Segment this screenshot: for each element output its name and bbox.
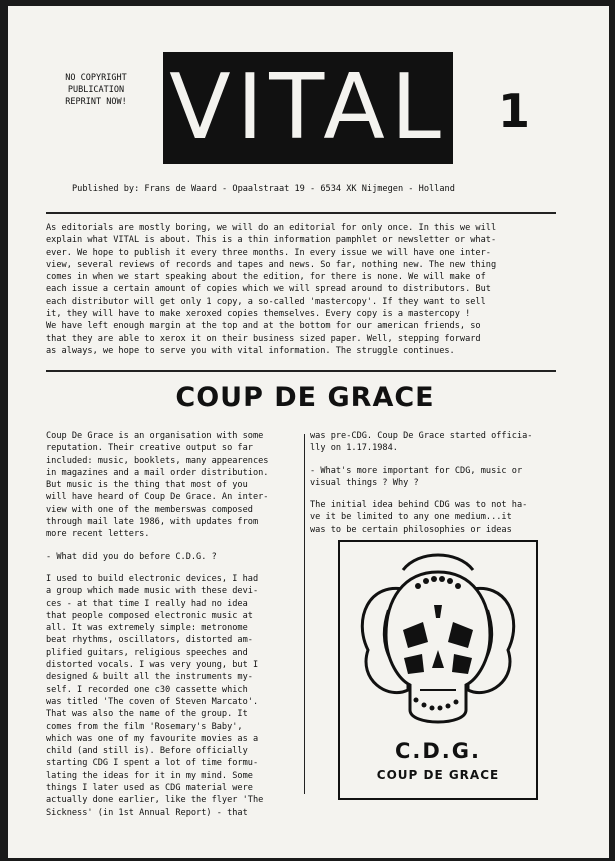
text-line: that they are able to xerox it on their business sized paper. Well, stepping forward [46, 333, 481, 344]
text-line: will have heard of Coup De Grace. An inter- [46, 492, 269, 503]
text-line: explain what VITAL is about. This is a thin information pamphlet or newsletter or what- [46, 235, 497, 246]
text-line: ever. We hope to publish it every three months. In every issue we will have one inter- [46, 247, 491, 258]
text-line: Sickness' (in 1st Annual Report) - that [46, 807, 248, 818]
copyright-notice [46, 72, 146, 108]
text-line: As editorials are mostly boring, we will do an editorial for only once. In this we will [46, 223, 497, 233]
paragraph-gap [310, 489, 572, 499]
top-divider [46, 212, 556, 214]
article-left-column [46, 430, 302, 819]
text-line: included: music, booklets, many appearences [46, 455, 269, 466]
text-line: as always, we hope to serve you with vital information. The struggle continues. [46, 345, 455, 356]
text-line: visual things ? Why ? [310, 477, 419, 488]
text-line: which was one of my favourite movies as a [46, 733, 259, 744]
paragraph-gap [46, 541, 302, 551]
text-line: The initial idea behind CDG was to not ha- [310, 500, 528, 511]
text-line: child (and still is). Before officially [46, 746, 248, 757]
text-line: beat rhythms, oscillators, distorted am- [46, 635, 253, 646]
logo-initials: C.D.G. [394, 739, 481, 763]
text-line: each distributor will get only 1 copy, a so-called 'mastercopy'. If they want to sell [46, 296, 486, 307]
notice-line: PUBLICATION [67, 85, 125, 95]
text-line: reputation. Their creative output so far [46, 443, 253, 454]
text-line: Coup De Grace is an organisation with some [46, 431, 264, 441]
text-line: more recent letters. [46, 529, 150, 540]
paragraph-gap [46, 563, 302, 573]
text-line: ve it be limited to any one medium...it [310, 512, 512, 523]
logo-name: COUP DE GRACE [376, 768, 500, 782]
text-line: actually done earlier, like the flyer 'The [46, 795, 264, 806]
text-line: lly on 1.17.1984. [310, 443, 398, 454]
text-line: distorted vocals. I was very young, but I [46, 660, 259, 671]
notice-line: NO COPYRIGHT [65, 73, 127, 83]
text-line: We have left enough margin at the top and at the bottom for our american friends, so [46, 321, 481, 332]
column-divider [304, 434, 305, 794]
text-line: a group which made music with these devi- [46, 586, 259, 597]
text-line: was to be certain philosophies or ideas [310, 524, 512, 535]
text-line: was titled 'The coven of Steven Marcato'. [46, 696, 259, 707]
text-line: self. I recorded one c30 cassette which [46, 684, 248, 695]
text-line: lating the ideas for it in my mind. Some [46, 770, 253, 781]
text-line: it, they will have to make xeroxed copies themselves. Every copy is a mastercopy ! [46, 309, 471, 320]
skull-icon [348, 550, 528, 740]
text-line: designed & built all the instruments my- [46, 672, 253, 683]
text-line: comes in when we start speaking about the edition, for there is none. We will make of [46, 272, 486, 283]
interview-question: - What did you do before C.D.G. ? [46, 551, 217, 562]
text-line: That was also the name of the group. It [46, 709, 248, 720]
text-line: I used to build electronic devices, I had [46, 573, 259, 584]
text-line: that people composed electronic music at [46, 610, 253, 621]
text-line: through mail late 1986, with updates from [46, 517, 259, 528]
text-line: in magazines and a mail order distribution. [46, 467, 269, 478]
masthead-title: VITAL [169, 55, 447, 160]
issue-number: 1 [498, 84, 531, 138]
editorial-divider [46, 370, 556, 372]
editorial [46, 222, 566, 357]
text-line: each issue a certain amount of copies which we will spread around to distributors. But [46, 284, 491, 295]
text-line: view, several reviews of records and tapes and news. So far, nothing new. The new thing [46, 259, 497, 270]
text-line: view with one of the memberswas composed [46, 504, 253, 515]
text-line: comes from the film 'Rosemary's Baby', [46, 721, 243, 732]
article-right-column [310, 430, 572, 536]
article-headline: COUP DE GRACE [175, 382, 435, 413]
cdg-logo [338, 540, 538, 800]
text-line: things I later used as CDG material were [46, 783, 253, 794]
text-line: all. It was extremely simple: metronome [46, 623, 248, 634]
text-line: plified guitars, religious speeches and [46, 647, 248, 658]
text-line: - What's more important for CDG, music or [310, 465, 523, 476]
text-line: starting CDG I spent a lot of time formu- [46, 758, 259, 769]
text-line: was pre-CDG. Coup De Grace started officia- [310, 431, 533, 441]
notice-line: REPRINT NOW! [65, 97, 127, 107]
paragraph-gap [310, 455, 572, 465]
text-line: ces - at that time I really had no idea [46, 598, 248, 609]
publisher-line: Published by: Frans de Waard - Opaalstraat 19 - 6534 XK Nijmegen - Holland [72, 184, 455, 194]
masthead-logo [163, 52, 453, 164]
text-line: But music is the thing that most of you [46, 480, 248, 491]
